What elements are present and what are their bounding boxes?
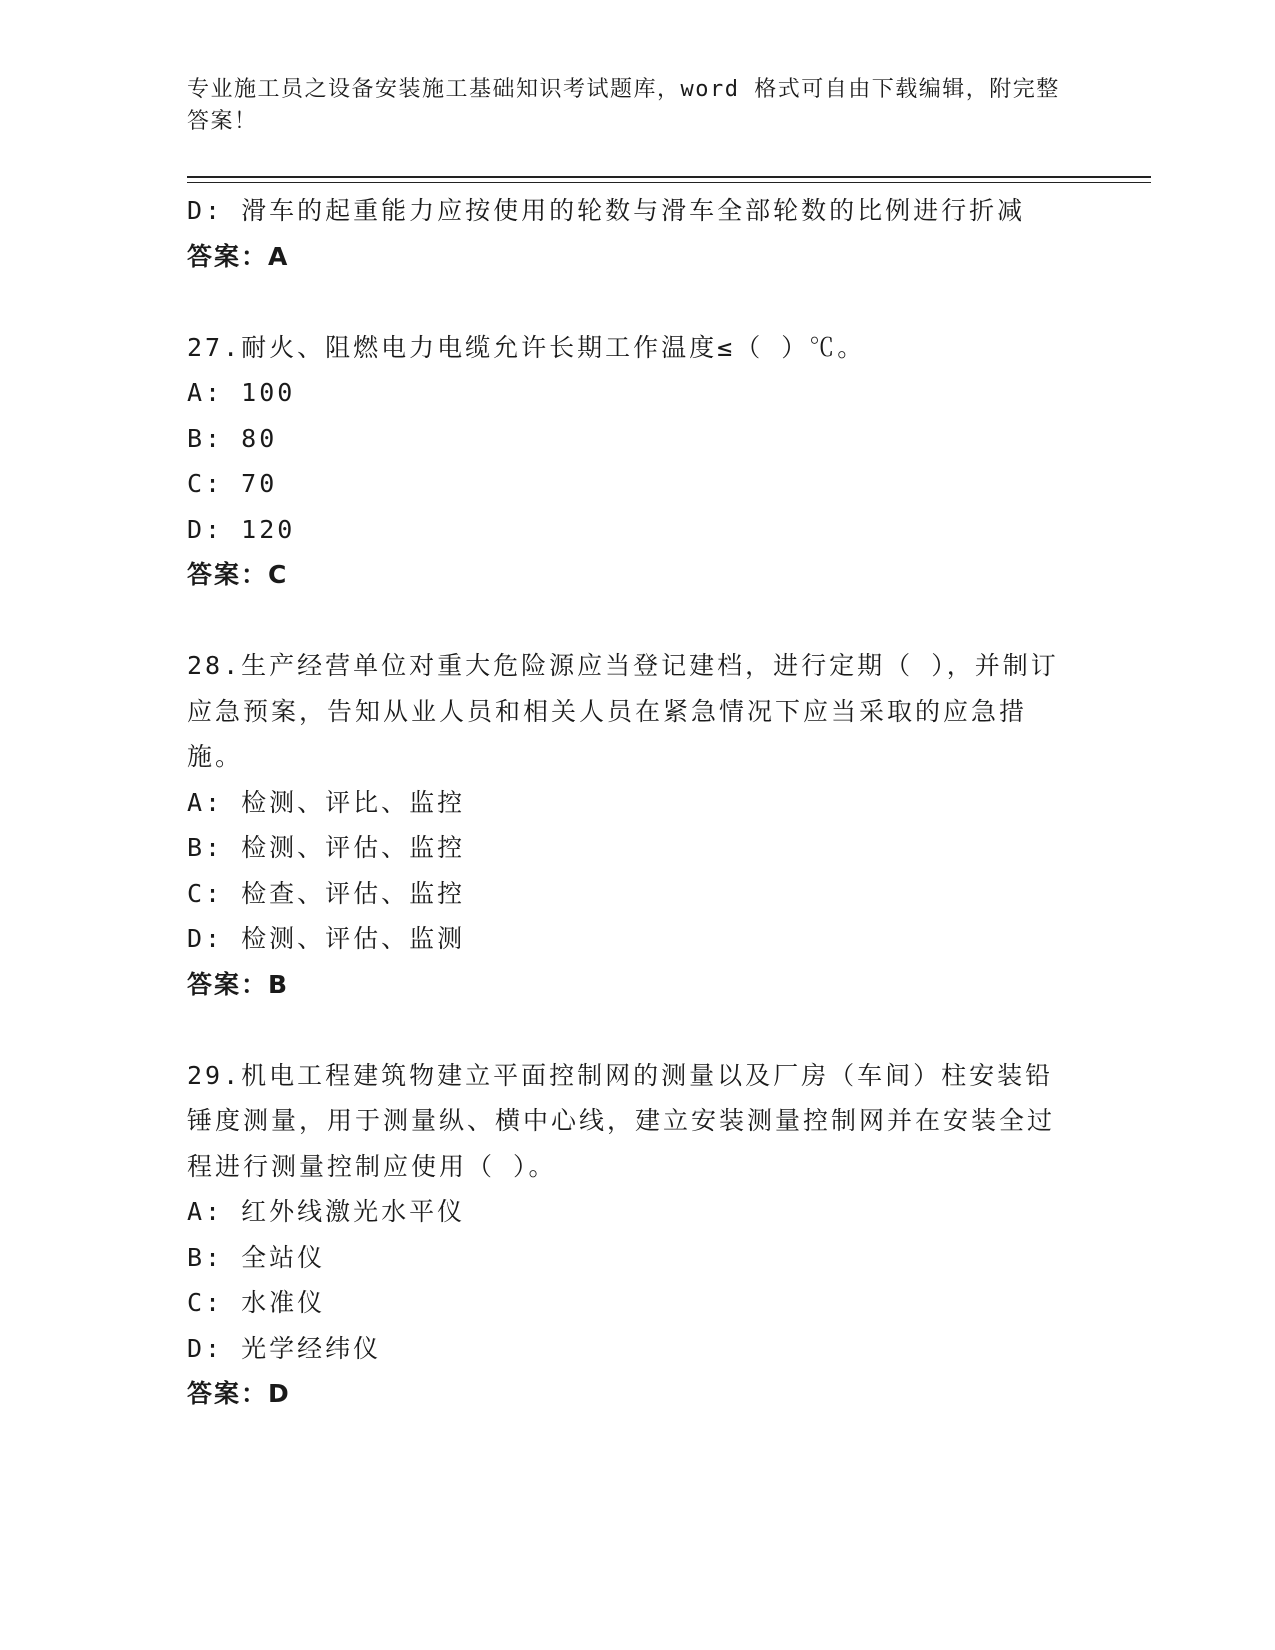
question-29-stem: 29.机电工程建筑物建立平面控制网的测量以及厂房（车间）柱安装铅锤度测量，用于测量纵、横中心线，建立安装测量控制网并在安装全过程进行测量控制应使用（ ）。 [187,1060,1056,1181]
question-27-answer: 答案：C [187,560,289,589]
question-28-stem: 28.生产经营单位对重大危险源应当登记建档，进行定期（ ），并制订应急预案，告知从业人员和相关人员在紧急情况下应当采取的应急措施。 [187,651,1059,771]
question-27-option-a: A: 100 [187,378,296,407]
question-content [187,188,1087,1417]
spacer [187,598,1087,644]
question-29-option-b: B: 全站仪 [187,1242,326,1272]
header-divider-thin [187,182,1151,183]
question-27-stem: 27.耐火、阻燃电力电缆允许长期工作温度≤（ ）℃。 [187,332,866,362]
question-27-option-c: C: 70 [187,469,278,498]
question-28-answer: 答案：B [187,969,290,999]
question-29-option-d: D: 光学经纬仪 [187,1333,382,1363]
question-29-answer: 答案：D [187,1379,291,1408]
question-28-option-d: D: 检测、评估、监测 [187,924,466,953]
question-28-option-a: A: 检测、评比、监控 [187,787,466,817]
spacer [187,279,1087,325]
question-28-option-c: C: 检查、评估、监控 [187,878,466,908]
question-28-option-b: B: 检测、评估、监控 [187,833,466,862]
question-27-option-d: D: 120 [187,514,296,544]
prev-question-answer: 答案：A [187,241,290,271]
question-29-option-a: A: 红外线激光水平仪 [187,1197,466,1226]
question-29-option-c: C: 水准仪 [187,1288,326,1317]
document-header-note: 专业施工员之设备安装施工基础知识考试题库，word 格式可自由下载编辑，附完整答案！ [187,77,1060,134]
question-27-option-b: B: 80 [187,423,278,453]
spacer [187,1007,1087,1053]
header-divider-thick [187,176,1151,178]
prev-question-option-d: D: 滑车的起重能力应按使用的轮数与滑车全部轮数的比例进行折减 [187,196,1026,225]
